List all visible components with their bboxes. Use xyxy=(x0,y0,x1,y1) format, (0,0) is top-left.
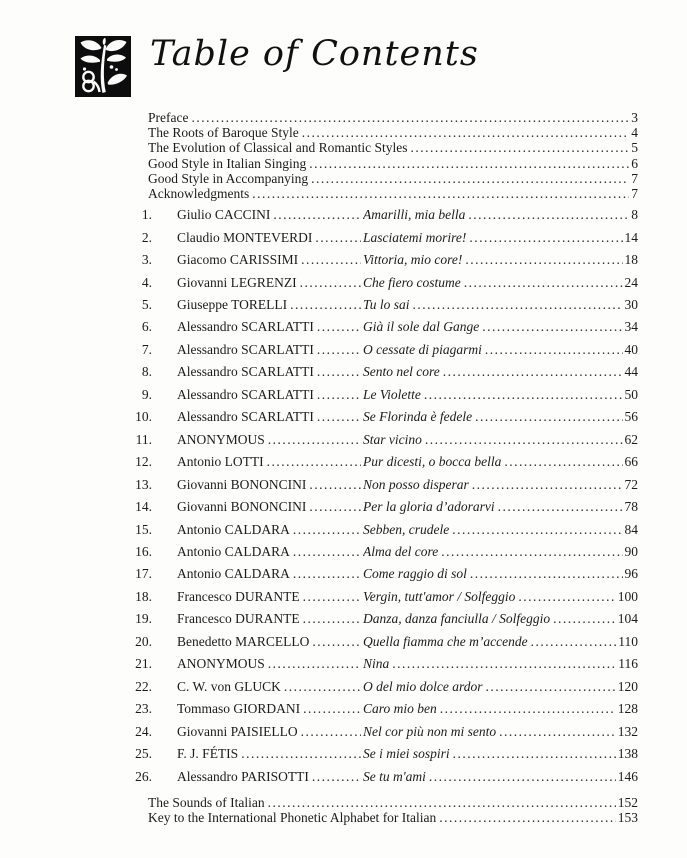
song-title: Non posso disperar xyxy=(363,476,469,492)
song-title: Quella fiamma che m’accende xyxy=(363,633,528,649)
dot-leader xyxy=(268,795,616,810)
composer-cell xyxy=(177,563,363,585)
toc-song-row xyxy=(122,316,638,338)
composer-cell xyxy=(177,541,363,563)
toc-song-row xyxy=(122,451,638,473)
composer-cell xyxy=(177,339,363,361)
toc-song-row xyxy=(122,339,638,361)
dot-leader xyxy=(293,563,361,585)
composer-cell xyxy=(177,721,363,743)
song-number: 10. xyxy=(135,409,152,425)
front-matter-list xyxy=(122,110,638,201)
dot-leader xyxy=(425,429,623,451)
toc-song-row xyxy=(122,249,638,271)
song-title: Vittoria, mio core! xyxy=(363,252,463,268)
song-number: 17. xyxy=(135,566,152,582)
dot-leader xyxy=(410,140,629,155)
song-number: 21. xyxy=(135,656,152,672)
page-number: 5 xyxy=(631,140,638,156)
page-number: 6 xyxy=(631,155,638,171)
title-cell xyxy=(363,766,618,788)
dot-leader xyxy=(499,721,616,743)
composer-cell xyxy=(177,451,363,473)
composer-cell xyxy=(177,631,363,653)
title-cell xyxy=(363,496,625,518)
entry-label: Good Style in Accompanying xyxy=(148,170,309,186)
composer-name: C. W. von GLUCK xyxy=(177,678,281,694)
composer-name: Alessandro SCARLATTI xyxy=(177,364,314,380)
toc-song-row xyxy=(122,496,638,518)
page-title: Table of Contents xyxy=(150,34,479,74)
song-title: Amarilli, mia bella xyxy=(363,207,466,223)
dot-leader xyxy=(443,361,623,383)
song-title: Se Florinda è fedele xyxy=(363,409,473,425)
dot-leader xyxy=(317,384,361,406)
dot-leader xyxy=(315,227,361,249)
title-cell xyxy=(363,698,618,720)
dot-leader xyxy=(311,171,629,186)
page-number: 152 xyxy=(617,795,638,810)
song-number: 18. xyxy=(135,588,152,604)
page-number: 66 xyxy=(624,454,638,470)
composer-name: F. J. FÉTIS xyxy=(177,746,239,762)
page-number: 120 xyxy=(617,678,638,694)
page-number: 14 xyxy=(624,229,638,245)
song-number: 4. xyxy=(141,274,152,290)
title-cell xyxy=(363,563,625,585)
dot-leader xyxy=(303,608,361,630)
entry-label: The Sounds of Italian xyxy=(148,795,265,810)
dot-leader xyxy=(303,698,361,720)
song-title: Come raggio di sol xyxy=(363,566,467,582)
page-number: 24 xyxy=(624,274,638,290)
toc-entry-row xyxy=(122,810,638,825)
page-number: 50 xyxy=(624,386,638,402)
title-cell xyxy=(363,429,625,451)
entry-label: Key to the International Phonetic Alphabet for Italian xyxy=(148,810,437,826)
composer-name: Antonio CALDARA xyxy=(177,544,290,560)
title-cell xyxy=(363,586,618,608)
page-number: 44 xyxy=(624,364,638,380)
dot-leader xyxy=(453,743,616,765)
composer-cell xyxy=(177,586,363,608)
composer-name: Antonio CALDARA xyxy=(177,521,290,537)
entry-label: The Roots of Baroque Style xyxy=(148,125,299,141)
page-number: 78 xyxy=(624,499,638,515)
dot-leader xyxy=(485,339,623,361)
dot-leader xyxy=(413,294,623,316)
back-matter-list xyxy=(122,795,638,825)
page-number: 8 xyxy=(631,207,638,223)
page-number: 4 xyxy=(631,125,638,141)
composer-name: Giacomo CARISSIMI xyxy=(177,252,299,268)
song-title: Per la gloria d’adorarvi xyxy=(363,499,495,515)
toc-entry-row xyxy=(122,171,638,186)
page-number: 138 xyxy=(617,746,638,762)
dot-leader xyxy=(293,541,361,563)
dot-leader xyxy=(452,519,622,541)
song-title: O cessate di piagarmi xyxy=(363,341,482,357)
composer-cell xyxy=(177,316,363,338)
toc-entry-row xyxy=(122,156,638,171)
song-title: Alma del core xyxy=(363,544,439,560)
song-number: 22. xyxy=(135,678,152,694)
dot-leader xyxy=(301,721,361,743)
composer-name: Giovanni BONONCINI xyxy=(177,499,307,515)
page-number: 72 xyxy=(624,476,638,492)
entry-label: Acknowledgments xyxy=(148,186,250,202)
title-cell xyxy=(363,316,625,338)
dot-leader xyxy=(464,272,623,294)
song-number: 5. xyxy=(141,297,152,313)
song-number: 23. xyxy=(135,701,152,717)
song-title: Se tu m'ami xyxy=(363,768,426,784)
composer-name: Alessandro SCARLATTI xyxy=(177,341,314,357)
composer-cell xyxy=(177,294,363,316)
composer-cell xyxy=(177,474,363,496)
dot-leader xyxy=(531,631,617,653)
composer-name: Alessandro SCARLATTI xyxy=(177,319,314,335)
composer-name: Francesco DURANTE xyxy=(177,611,300,627)
composer-name: Francesco DURANTE xyxy=(177,588,300,604)
song-title: Tu lo sai xyxy=(363,297,410,313)
toc-entry-row xyxy=(122,140,638,155)
dot-leader xyxy=(518,586,615,608)
toc-song-row xyxy=(122,766,638,788)
composer-name: Antonio LOTTI xyxy=(177,454,264,470)
composer-cell xyxy=(177,653,363,675)
entry-label: Good Style in Italian Singing xyxy=(148,155,307,171)
toc-song-row xyxy=(122,429,638,451)
song-number: 2. xyxy=(141,229,152,245)
entry-label: The Evolution of Classical and Romantic Styles xyxy=(148,140,408,156)
title-cell xyxy=(363,227,625,249)
toc-entry-row xyxy=(122,795,638,810)
song-title: Che fiero costume xyxy=(363,274,461,290)
toc-song-row xyxy=(122,541,638,563)
song-title: Lasciatemi morire! xyxy=(363,229,467,245)
composer-cell xyxy=(177,676,363,698)
composer-cell xyxy=(177,766,363,788)
title-cell xyxy=(363,474,625,496)
song-number: 19. xyxy=(135,611,152,627)
song-number: 16. xyxy=(135,544,152,560)
composer-cell xyxy=(177,496,363,518)
song-title: Se i miei sospiri xyxy=(363,746,450,762)
composer-name: Giuseppe TORELLI xyxy=(177,297,288,313)
title-cell xyxy=(363,249,625,271)
page-number: 100 xyxy=(617,588,638,604)
composer-name: Alessandro SCARLATTI xyxy=(177,409,314,425)
page-number: 84 xyxy=(624,521,638,537)
dot-leader xyxy=(472,474,623,496)
page-number: 132 xyxy=(617,723,638,739)
title-cell xyxy=(363,339,625,361)
entry-label: Preface xyxy=(148,110,189,125)
page-number: 153 xyxy=(617,810,638,826)
song-title: Nina xyxy=(363,656,390,672)
page-number: 30 xyxy=(624,297,638,313)
page-number: 146 xyxy=(617,768,638,784)
toc-song-row xyxy=(122,204,638,226)
toc-song-row xyxy=(122,631,638,653)
dot-leader xyxy=(392,653,616,675)
page-number: 128 xyxy=(617,701,638,717)
floral-woodcut-ornament-icon xyxy=(75,36,131,97)
dot-leader xyxy=(191,110,629,125)
composer-name: Benedetto MARCELLO xyxy=(177,633,310,649)
song-number: 3. xyxy=(141,252,152,268)
toc-song-row xyxy=(122,519,638,541)
song-title: Pur dicesti, o bocca bella xyxy=(363,454,502,470)
dot-leader xyxy=(309,156,629,171)
dot-leader xyxy=(504,451,622,473)
page-number: 40 xyxy=(624,341,638,357)
dot-leader xyxy=(439,810,615,825)
song-number: 12. xyxy=(135,454,152,470)
toc-song-row xyxy=(122,721,638,743)
toc-song-row xyxy=(122,608,638,630)
page-number: 18 xyxy=(624,252,638,268)
page-number: 90 xyxy=(624,544,638,560)
page-number: 7 xyxy=(631,170,638,186)
song-title: Le Violette xyxy=(363,386,421,402)
composer-cell xyxy=(177,519,363,541)
page-number: 3 xyxy=(631,110,638,125)
composer-cell xyxy=(177,743,363,765)
song-title: O del mio dolce ardor xyxy=(363,678,483,694)
title-cell xyxy=(363,451,625,473)
song-number: 14. xyxy=(135,499,152,515)
page-number: 56 xyxy=(624,409,638,425)
dot-leader xyxy=(252,186,629,201)
page-number: 62 xyxy=(624,431,638,447)
composer-cell xyxy=(177,406,363,428)
dot-leader xyxy=(309,474,361,496)
title-cell xyxy=(363,272,625,294)
dot-leader xyxy=(441,541,622,563)
dot-leader xyxy=(268,653,361,675)
dot-leader xyxy=(440,698,616,720)
toc-song-row xyxy=(122,227,638,249)
composer-cell xyxy=(177,227,363,249)
song-title: Star vicino xyxy=(363,431,422,447)
composer-cell xyxy=(177,698,363,720)
dot-leader xyxy=(482,316,622,338)
dot-leader xyxy=(475,406,622,428)
toc-song-row xyxy=(122,563,638,585)
toc-song-row xyxy=(122,474,638,496)
dot-leader xyxy=(241,743,361,765)
dot-leader xyxy=(468,204,629,226)
page-number: 116 xyxy=(618,656,638,672)
composer-name: Giovanni LEGRENZI xyxy=(177,274,297,290)
dot-leader xyxy=(317,316,361,338)
song-title: Nel cor più non mi sento xyxy=(363,723,497,739)
composer-cell xyxy=(177,272,363,294)
song-number: 1. xyxy=(141,207,152,223)
composer-name: ANONYMOUS xyxy=(177,656,265,672)
toc-song-row xyxy=(122,384,638,406)
toc-song-row xyxy=(122,743,638,765)
song-number: 24. xyxy=(135,723,152,739)
toc-song-row xyxy=(122,361,638,383)
dot-leader xyxy=(300,272,361,294)
title-cell xyxy=(363,406,625,428)
toc-song-row xyxy=(122,653,638,675)
dot-leader xyxy=(429,766,616,788)
song-list xyxy=(122,204,638,788)
song-title: Già il sole dal Gange xyxy=(363,319,480,335)
song-number: 26. xyxy=(135,768,152,784)
dot-leader xyxy=(309,496,361,518)
dot-leader xyxy=(485,676,615,698)
composer-cell xyxy=(177,608,363,630)
song-number: 7. xyxy=(141,341,152,357)
song-number: 9. xyxy=(141,386,152,402)
dot-leader xyxy=(470,563,623,585)
dot-leader xyxy=(465,249,622,271)
composer-name: Giovanni BONONCINI xyxy=(177,476,307,492)
dot-leader xyxy=(469,227,622,249)
dot-leader xyxy=(268,429,361,451)
dot-leader xyxy=(293,519,361,541)
song-title: Sento nel core xyxy=(363,364,440,380)
dot-leader xyxy=(303,586,361,608)
toc-song-row xyxy=(122,272,638,294)
song-title: Danza, danza fanciulla / Solfeggio xyxy=(363,611,551,627)
dot-leader xyxy=(498,496,623,518)
toc-song-row xyxy=(122,676,638,698)
song-number: 25. xyxy=(135,746,152,762)
title-cell xyxy=(363,743,618,765)
title-cell xyxy=(363,608,618,630)
song-number: 15. xyxy=(135,521,152,537)
song-number: 6. xyxy=(141,319,152,335)
dot-leader xyxy=(317,339,361,361)
page-number: 110 xyxy=(618,633,638,649)
dot-leader xyxy=(302,125,630,140)
dot-leader xyxy=(312,766,361,788)
dot-leader xyxy=(553,608,616,630)
toc-entry-row xyxy=(122,125,638,140)
composer-name: Claudio MONTEVERDI xyxy=(177,229,313,245)
song-number: 20. xyxy=(135,633,152,649)
title-cell xyxy=(363,676,618,698)
song-title: Sebben, crudele xyxy=(363,521,450,537)
toc-entry-row xyxy=(122,186,638,201)
page-number: 7 xyxy=(631,186,638,202)
toc-entry-row xyxy=(122,110,638,125)
title-cell xyxy=(363,541,625,563)
song-number: 8. xyxy=(141,364,152,380)
composer-name: Alessandro SCARLATTI xyxy=(177,386,314,402)
title-cell xyxy=(363,631,618,653)
song-number: 13. xyxy=(135,476,152,492)
page-number: 34 xyxy=(624,319,638,335)
dot-leader xyxy=(312,631,361,653)
composer-cell xyxy=(177,429,363,451)
title-cell xyxy=(363,721,618,743)
dot-leader xyxy=(317,406,361,428)
dot-leader xyxy=(273,204,361,226)
toc-content xyxy=(122,110,638,825)
title-cell xyxy=(363,519,625,541)
dot-leader xyxy=(284,676,361,698)
dot-leader xyxy=(301,249,361,271)
composer-name: Giulio CACCINI xyxy=(177,207,271,223)
toc-song-row xyxy=(122,698,638,720)
title-cell xyxy=(363,294,625,316)
toc-song-row xyxy=(122,586,638,608)
title-cell xyxy=(363,204,631,226)
song-number: 11. xyxy=(135,431,152,447)
composer-cell xyxy=(177,384,363,406)
song-title: Vergin, tutt'amor / Solfeggio xyxy=(363,588,516,604)
composer-name: Antonio CALDARA xyxy=(177,566,290,582)
composer-cell xyxy=(177,249,363,271)
composer-name: Alessandro PARISOTTI xyxy=(177,768,309,784)
song-title: Caro mio ben xyxy=(363,701,437,717)
composer-name: ANONYMOUS xyxy=(177,431,265,447)
composer-cell xyxy=(177,361,363,383)
dot-leader xyxy=(290,294,361,316)
toc-song-row xyxy=(122,294,638,316)
page-number: 96 xyxy=(624,566,638,582)
dot-leader xyxy=(267,451,361,473)
composer-cell xyxy=(177,204,363,226)
dot-leader xyxy=(424,384,623,406)
title-cell xyxy=(363,653,618,675)
page-number: 104 xyxy=(617,611,638,627)
composer-name: Tommaso GIORDANI xyxy=(177,701,301,717)
title-cell xyxy=(363,384,625,406)
title-cell xyxy=(363,361,625,383)
composer-name: Giovanni PAISIELLO xyxy=(177,723,298,739)
dot-leader xyxy=(317,361,361,383)
toc-song-row xyxy=(122,406,638,428)
